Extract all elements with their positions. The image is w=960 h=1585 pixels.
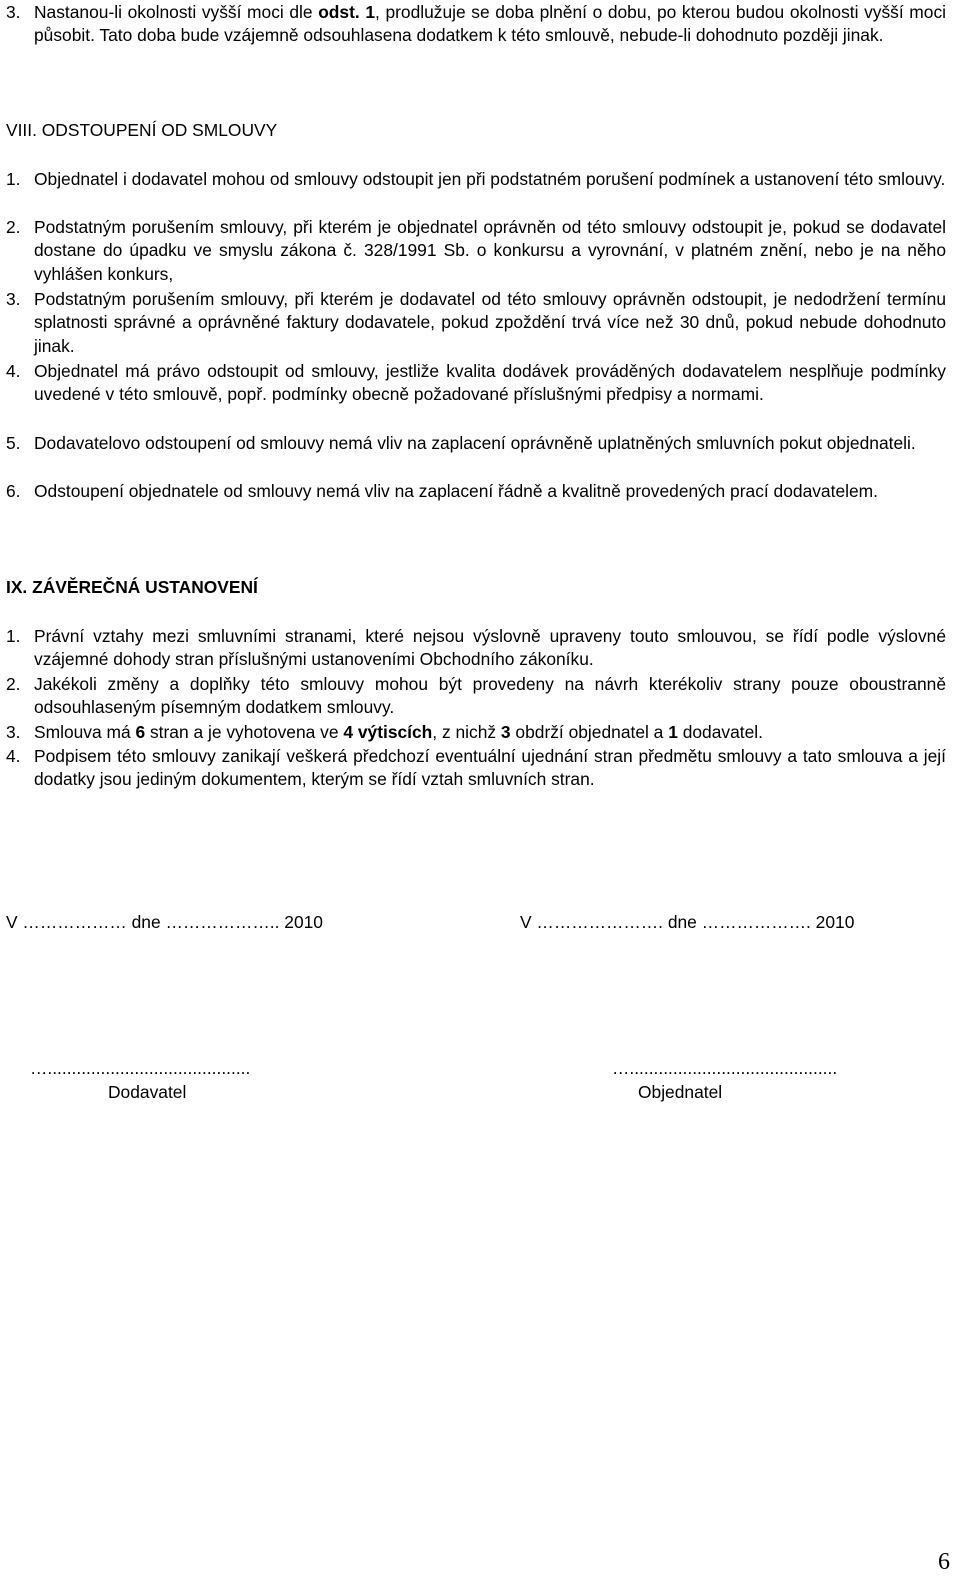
- signature-line-left: …..........................................: [30, 1058, 251, 1078]
- list-item: [6, 625, 946, 672]
- list-item: [6, 480, 946, 503]
- list-item: [6, 745, 946, 792]
- item-text: Právní vztahy mezi smluvními stranami, které nejsou výslovně upraveny touto smlouvou, se řídí podle výslovné vzájemné dohody stran příslušnými ustanoveními Obchodního zákoníku.: [34, 626, 946, 670]
- item-text: Jakékoli změny a doplňky této smlouvy mohou být provedeny na návrh kterékoliv strany pouze oboustranně odsouhlaseným písemným dodatkem smlouvy.: [34, 674, 946, 718]
- item-text: Podpisem této smlouvy zanikají veškerá předchozí eventuální ujednání stran předmětu smlouvy a tato smlouva a její dodatky jsou jediným dokumentem, kterým se řídí vztah smluvních stran.: [34, 746, 946, 790]
- item-number: 1.: [6, 626, 21, 646]
- signature-place-date-left: V ……………… dne ……………….. 2010: [6, 912, 323, 932]
- item-number: 3.: [6, 722, 21, 742]
- item-number: 2.: [6, 674, 21, 694]
- item-text: Nastanou-li okolnosti vyšší moci dle odst. 1, prodlužuje se doba plnění o dobu, po kterou budou okolnosti vyšší moci působit. Tato doba bude vzájemně odsouhlasena dodatkem k této smlouvě, nebude-li dohodnuto později jinak.: [34, 2, 947, 46]
- signature-place-date-right: V …………………. dne ………………. 2010: [520, 912, 855, 932]
- signature-label-right: Objednatel: [638, 1082, 723, 1102]
- item-text: Odstoupení objednatele od smlouvy nemá vliv na zaplacení řádně a kvalitně provedených prací dodavatelem.: [34, 481, 878, 501]
- list-item: [6, 1, 946, 48]
- item-number: 5.: [6, 433, 21, 453]
- item-text: Podstatným porušením smlouvy, při kterém je objednatel oprávněn od této smlouvy odstoupit je, pokud se dodavatel dostane do úpadku ve smyslu zákona č. 328/1991 Sb. o konkursu a vyrovnání, v platném znění, nebo je na něho vyhlášen konkurs,: [34, 217, 946, 284]
- signature-line-right: …...........................................: [612, 1058, 838, 1078]
- item-text: Objednatel i dodavatel mohou od smlouvy odstoupit jen při podstatném porušení podmínek a ustanovení této smlouvy.: [34, 169, 946, 189]
- list-item: [6, 216, 946, 286]
- item-text: Podstatným porušením smlouvy, při kterém je dodavatel od této smlouvy oprávněn odstoupit, je nedodržení termínu splatnosti správné a oprávněné faktury dodavatele, pokud zpoždění trvá více než 30 dnů, pokud nebude dohodnuto jinak.: [34, 289, 946, 356]
- list-item: [6, 360, 946, 407]
- section-heading: VIII. ODSTOUPENÍ OD SMLOUVY: [6, 120, 278, 140]
- item-text: Objednatel má právo odstoupit od smlouvy, jestliže kvalita dodávek prováděných dodavatelem nesplňuje podmínky uvedené v této smlouvě, popř. podmínky obecně požadované příslušnými předpisy a normami.: [34, 361, 946, 405]
- list-item: [6, 673, 946, 720]
- item-number: 3.: [6, 2, 21, 22]
- list-item: [6, 721, 946, 744]
- item-number: 3.: [6, 289, 21, 309]
- item-text: Smlouva má 6 stran a je vyhotovena ve 4 výtiscích, z nichž 3 obdrží objednatel a 1 dodavatel.: [34, 722, 763, 742]
- item-number: 1.: [6, 169, 21, 189]
- item-text: Dodavatelovo odstoupení od smlouvy nemá vliv na zaplacení oprávněně uplatněných smluvních pokut objednateli.: [34, 433, 916, 453]
- list-item: [6, 432, 946, 455]
- item-number: 2.: [6, 217, 21, 237]
- list-item: [6, 288, 946, 358]
- page-number: 6: [938, 1549, 950, 1575]
- item-number: 6.: [6, 481, 21, 501]
- section-heading: IX. ZÁVĚREČNÁ USTANOVENÍ: [6, 577, 258, 597]
- item-number: 4.: [6, 361, 21, 381]
- signature-label-left: Dodavatel: [108, 1082, 187, 1102]
- list-item: [6, 168, 946, 191]
- item-number: 4.: [6, 746, 21, 766]
